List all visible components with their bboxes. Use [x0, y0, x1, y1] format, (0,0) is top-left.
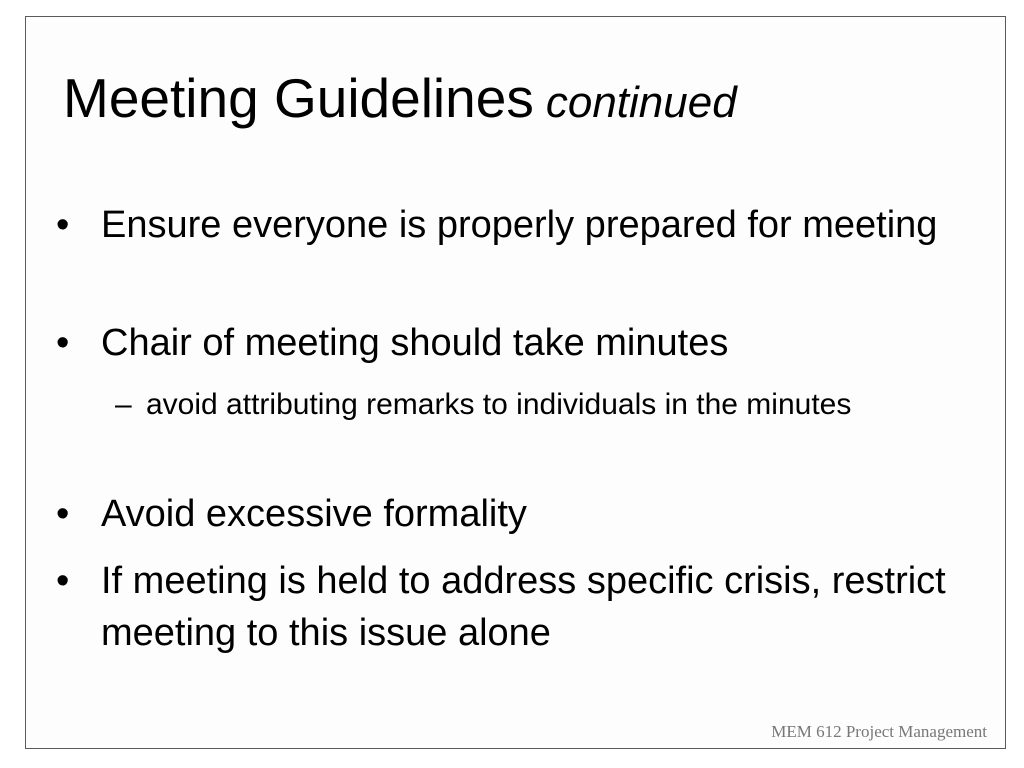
bullet-text: Ensure everyone is properly prepared for meeting [101, 204, 938, 246]
bullet-marker: • [56, 560, 70, 602]
bullet-item [56, 199, 976, 251]
bullet-item [56, 317, 976, 369]
bullet-text: Avoid excessive formality [101, 493, 527, 535]
slide-title-suffix: continued [545, 78, 737, 127]
bullet-marker: • [56, 493, 70, 535]
sub-bullet-marker: – [115, 388, 132, 421]
bullet-marker: • [56, 322, 70, 364]
bullet-item [56, 555, 976, 659]
bullet-text: If meeting is held to address specific crisis, restrict meeting to this issue alone [101, 560, 946, 654]
slide-title [63, 65, 737, 131]
sub-bullet-text: avoid attributing remarks to individuals in the minutes [146, 388, 852, 421]
slide [25, 16, 1006, 749]
bullet-text: Chair of meeting should take minutes [101, 322, 729, 364]
bullet-marker: • [56, 204, 70, 246]
sub-bullet-item [115, 383, 955, 427]
bullet-item [56, 488, 976, 540]
slide-title-main: Meeting Guidelines [63, 67, 534, 129]
slide-footer: MEM 612 Project Management [771, 722, 987, 741]
